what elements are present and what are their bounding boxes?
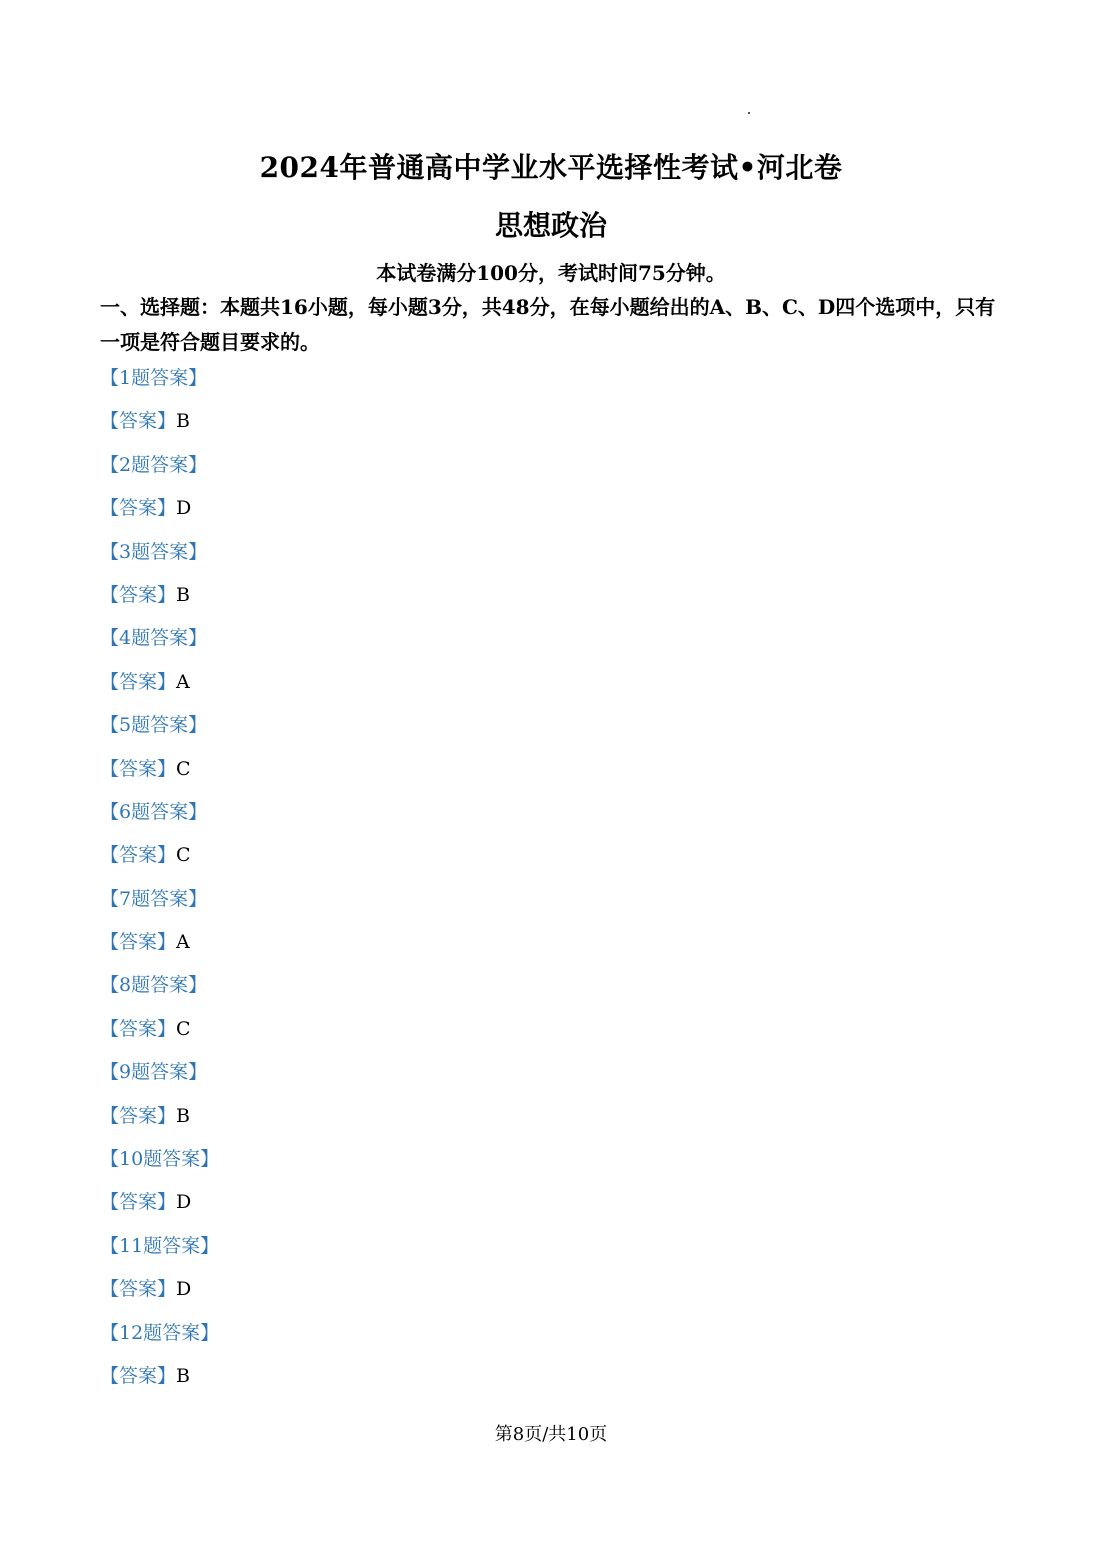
answer-label: 【答案】 xyxy=(100,497,177,520)
answer-label: 【答案】 xyxy=(100,1104,177,1127)
answer-label: 【答案】 xyxy=(100,844,177,867)
section-heading: 一、选择题：本题共16小题，每小题3分，共48分，在每小题给出的A、B、C、D四个选项中，只有一项是符合题目要求的。 xyxy=(100,295,996,354)
answer-value: C xyxy=(176,1017,191,1040)
answer-label: 【答案】 xyxy=(100,1017,177,1040)
question-heading-text: 【11题答案】 xyxy=(100,1234,220,1257)
answer-row-3 xyxy=(100,579,700,622)
question-heading-text: 【6题答案】 xyxy=(100,800,208,823)
exam-info: 本试卷满分100分，考试时间75分钟。 xyxy=(376,261,726,285)
question-heading-text: 【5题答案】 xyxy=(100,714,208,737)
question-heading-text: 【10题答案】 xyxy=(100,1148,220,1171)
answer-value: D xyxy=(176,497,192,520)
question-heading-12 xyxy=(100,1317,700,1360)
answer-value: A xyxy=(176,670,190,693)
answer-label: 【答案】 xyxy=(100,1191,177,1214)
answer-value: C xyxy=(176,757,191,780)
answer-row-4 xyxy=(100,666,700,709)
question-heading-8 xyxy=(100,969,700,1012)
answer-row-9 xyxy=(100,1100,700,1143)
question-heading-text: 【7题答案】 xyxy=(100,887,208,910)
answer-row-6 xyxy=(100,839,700,882)
answer-row-2 xyxy=(100,492,700,535)
question-heading-4 xyxy=(100,622,700,665)
answer-row-10 xyxy=(100,1186,700,1229)
answer-list xyxy=(100,362,700,1403)
question-heading-10 xyxy=(100,1143,700,1186)
answer-row-1 xyxy=(100,405,700,448)
answer-row-8 xyxy=(100,1013,700,1056)
exam-title: 2024年普通高中学业水平选择性考试•河北卷 xyxy=(259,151,843,184)
question-heading-9 xyxy=(100,1056,700,1099)
question-heading-11 xyxy=(100,1230,700,1273)
answer-label: 【答案】 xyxy=(100,1278,177,1301)
question-heading-text: 【9题答案】 xyxy=(100,1061,208,1084)
answer-row-12 xyxy=(100,1360,700,1403)
answer-row-5 xyxy=(100,753,700,796)
question-heading-text: 【12题答案】 xyxy=(100,1321,220,1344)
answer-label: 【答案】 xyxy=(100,670,177,693)
answer-label: 【答案】 xyxy=(100,583,177,606)
answer-value: D xyxy=(176,1191,192,1214)
answer-label: 【答案】 xyxy=(100,410,177,433)
answer-label: 【答案】 xyxy=(100,757,177,780)
question-heading-7 xyxy=(100,883,700,926)
answer-value: A xyxy=(176,931,190,954)
answer-label: 【答案】 xyxy=(100,931,177,954)
question-heading-text: 【4题答案】 xyxy=(100,627,208,650)
question-heading-text: 【8题答案】 xyxy=(100,974,208,997)
question-heading-6 xyxy=(100,796,700,839)
question-heading-text: 【3题答案】 xyxy=(100,540,208,563)
question-heading-1 xyxy=(100,362,700,405)
question-heading-text: 【1题答案】 xyxy=(100,367,208,389)
answer-value: D xyxy=(176,1278,192,1301)
question-heading-5 xyxy=(100,709,700,752)
question-heading-text: 【2题答案】 xyxy=(100,453,208,476)
answer-row-11 xyxy=(100,1273,700,1316)
answer-value: C xyxy=(176,844,191,867)
question-heading-3 xyxy=(100,536,700,579)
answer-value: B xyxy=(176,410,190,433)
page-dot-mark xyxy=(748,112,750,114)
answer-row-7 xyxy=(100,926,700,969)
answer-label: 【答案】 xyxy=(100,1364,177,1387)
answer-value: B xyxy=(176,1364,190,1387)
answer-value: B xyxy=(176,583,190,606)
subject-title: 思想政治 xyxy=(494,209,607,242)
question-heading-2 xyxy=(100,449,700,492)
answer-value: B xyxy=(176,1104,190,1127)
page-footer: 第8页/共10页 xyxy=(494,1424,608,1445)
